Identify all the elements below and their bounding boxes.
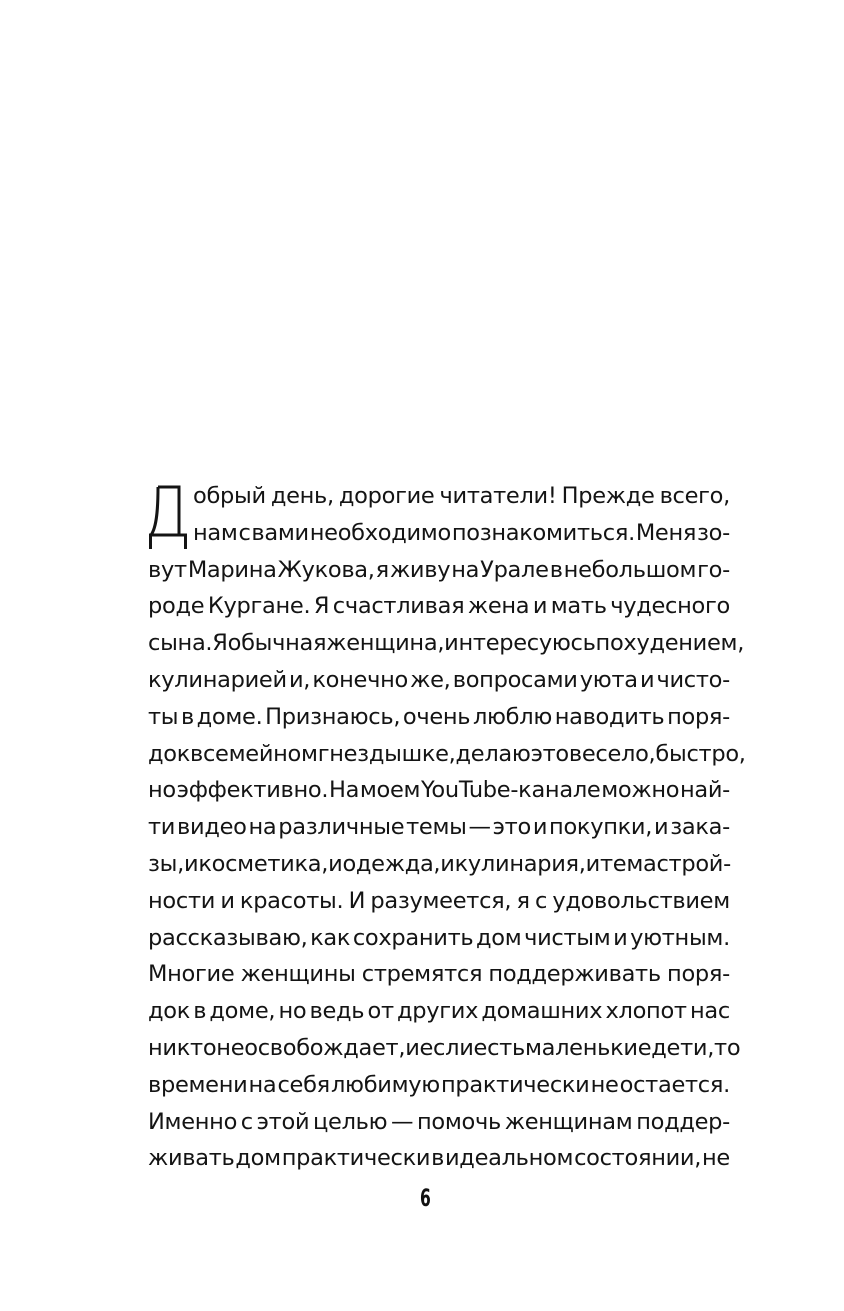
text-line: док в доме, но ведь от других домашних хлопот нас — [148, 998, 730, 1025]
text-line: док в семейном гнездышке, делаю это весело, быстро, — [148, 740, 746, 767]
text-line: рассказываю, как сохранить дом чистым и уютным. — [148, 924, 730, 951]
text-line: роде Кургане. Я счастливая жена и мать чудесного — [148, 593, 730, 620]
body-text — [148, 478, 746, 1177]
text-line: зы, и косметика, и одежда, и кулинария, и тема строй- — [148, 850, 731, 877]
text-line: ности и красоты. И разумеется, я с удовольствием — [148, 887, 730, 914]
text-line: времени на себя любимую практически не остается. — [148, 1071, 730, 1098]
text-line: нам с вами необходимо познакомиться. Меня зо- — [193, 519, 730, 546]
text-line: но эффективно. На моем YouTube-канале можно най- — [148, 777, 730, 804]
text-line: кулинарией и, конечно же, вопросами уюта и чисто- — [148, 666, 730, 693]
text-line: никто не освобождает, и если есть маленькие дети, то — [148, 1034, 741, 1061]
page-number: 6 — [419, 1184, 431, 1212]
text-line: Многие женщины стремятся поддерживать поря- — [148, 961, 730, 988]
text-line: ти видео на различные темы — это и покупки, и зака- — [148, 814, 730, 841]
text-line: живать дом практически в идеальном состоянии, не — [148, 1145, 730, 1172]
text-line: обрый день, дорогие читатели! Прежде всего, — [193, 483, 730, 509]
text-line: ты в доме. Признаюсь, очень люблю наводить поря- — [148, 703, 730, 730]
text-line: Именно с этой целью — помочь женщинам поддер- — [148, 1108, 730, 1135]
text-line: вут Марина Жукова, я живу на Урале в небольшом го- — [148, 556, 730, 583]
text-line: сына. Я обычная женщина, интересуюсь похудением, — [148, 630, 745, 657]
